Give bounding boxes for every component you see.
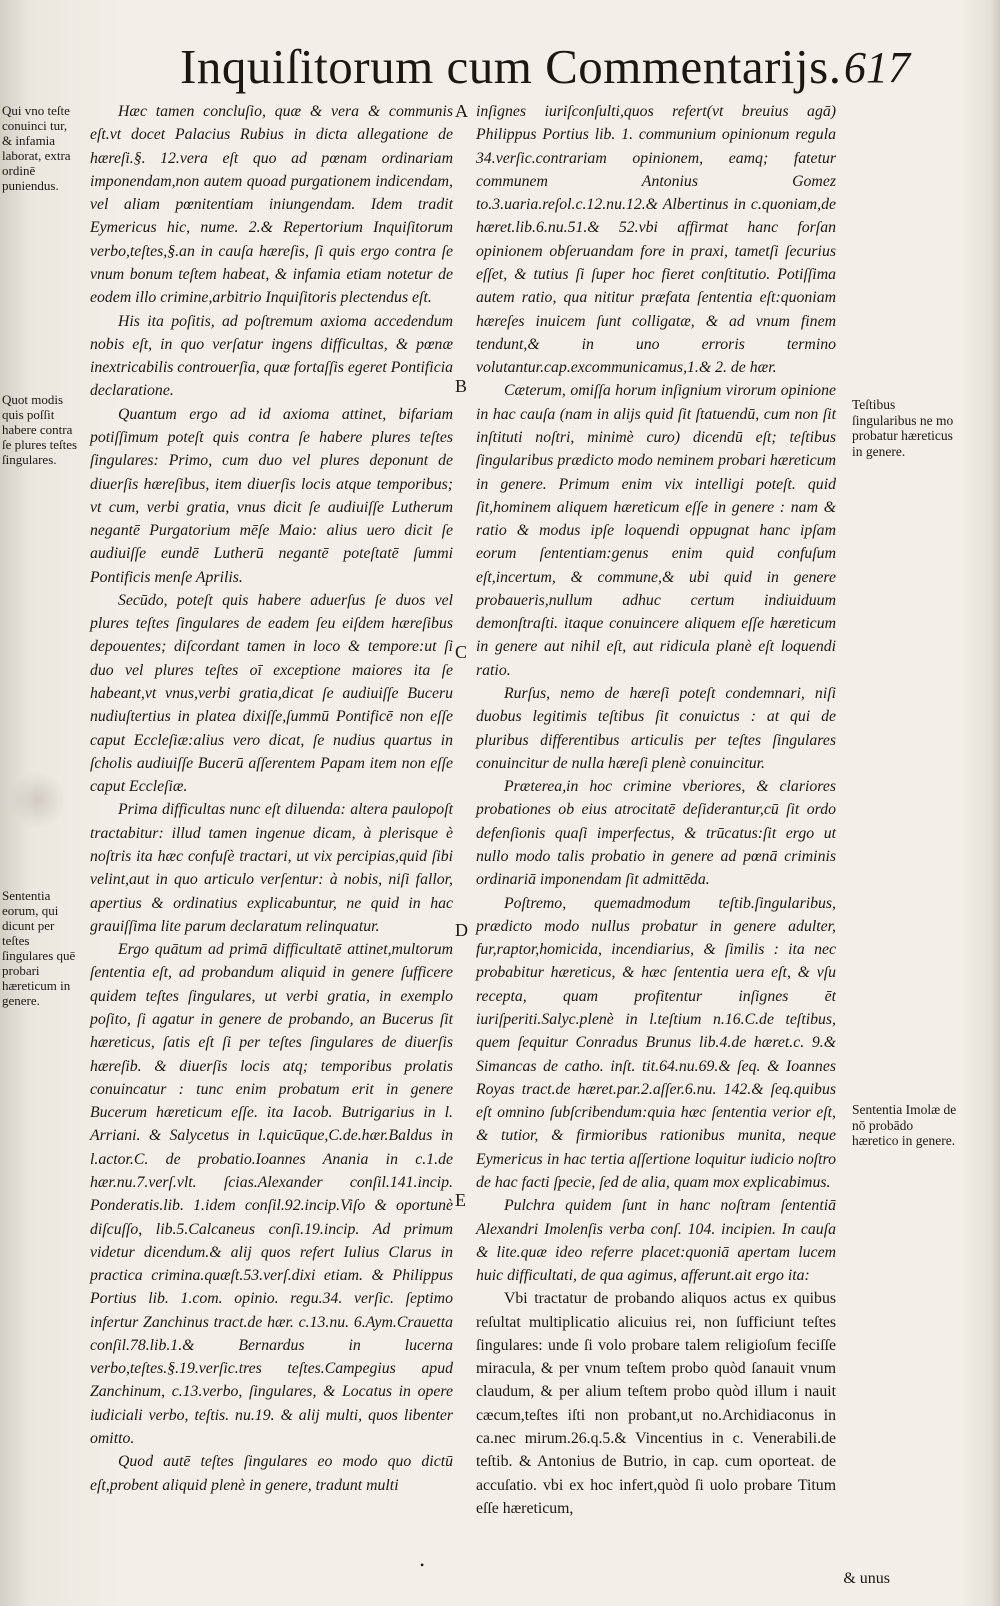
running-title: Inquiſitorum cum Commentarijs. [180, 39, 842, 94]
section-letter: C [455, 642, 468, 662]
paragraph: Secūdo, poteſt quis habere aduerſus ſe duos vel plures teſtes ſingulares de eadem ſeu eiſdem hæreſibus depouentes; diſcordant tamen in loco & tempore:ut ſi duo vel plures teſtes oī exceptione maiores ita ſe habeant,vt vnus,verbi gratia,dicat ſe audiuiſſe Buceru nudiuſtertius in platea dixiſſe,ſummū Pontificē non eſſe caput Eccleſiæ:alius vero dicat, ſe nudius quartus in ſcholis audiuiſſe Bucerū aſſerentem Papam item non eſſe caput Eccleſiæ. [90, 591, 453, 796]
text-column-left [90, 100, 453, 1497]
paragraph: Ergo quātum ad primā difficultatē attinet,multorum ſententia eſt, ad probandum aliquid in genere ſufficere quidem teſtes ſingulares, ut verbi gratia, in exemplo poſito, ſi agatur in genere de probando, an Bucerus ſit hæreticus, ſatis eſt ſi per teſtes ſingulares de diuerſis hæreſib. & diuerſis locis atq; temporibus prolatis conuincatur : tunc enim probatum erit in genere Bucerum hæreticum eſſe. ita Iacob. Butrigarius in l. Arriani. & Salycetus in l.quicūque,C.de.hær.Baldus in l.actor.C. de probatio.Ioannes Anania in c.1.de hær.nu.7.verſ.vlt. ſcias.Alexander conſil.141.incip. Ponderatis.lib. 1.idem conſil.92.incip.Viſo & oportunè diſcuſſo, lib.5.Calcaneus conſi.19.incip. Ad primum videtur dicendum.& alij quos refert Iulius Clarus in practica crimina.quæſt.53.verſ.dixi etiam. & Philippus Portius lib. 1.com. opinio. regu.34. verſic. ſeptimo infertur Zanchinus tract.de hær. c.13.nu. 6.Aym.Crauetta conſil.78.lib.1.& Bernardus in lucerna verbo,teſtes.§.19.verſic.tres teſtes.Campegius apud Zanchinum, c.13.verbo, ſingulares, & Locatus in opere iudiciali verbo, teſtis. nu.19. & alij multi, quos libenter omitto. [90, 941, 453, 1448]
ornament-dot: • [420, 1558, 425, 1572]
quotation-paragraph: Vbi tractatur de probando aliquos actus ex quibus reſultat multiplicatio alicuius rei, non ſufficiunt teſtes ſingulares: unde ſi volo probare talem religioſum feciſſe miracula, & per vnum teſtem probo quòd ſanauit vnum claudum, & per alium teſtem probo quòd illum i nauit cæcum,teſtes iſti non probant,ut no.Archidiaconus in ca.nec mirum.26.q.5.& Vincentius in c. Venerabili.de teſtib. & Antonius de Butrio, in cap. cum oporteat. de accuſatio. vbi ex hoc infert,quòd ſi uolo probare Titum eſſe hæreticum, [476, 1290, 836, 1517]
paragraph: Quantum ergo ad id axioma attinet, bifariam potiſſimum poteſt quis contra ſe habere plures teſtes ſingulares: Primo, cum duo vel plures deponunt de diuerſis hæreſibus, item diuerſis locis atque temporibus; vt cum, verbi gratia, vnus dicit ſe audiuiſſe Lutherum negantē Purgatorium mēſe Maio: alius uero dicit ſe audiuiſſe eundē Lutherū negantē poteſtatē ſummi Pontificis menſe Aprilis. [90, 405, 453, 586]
text-column-right [476, 100, 836, 1520]
paragraph: Hæc tamen concluſio, quæ & vera & communis eſt.vt docet Palacius Rubius in dicta allegatione de hæreſi.§. 12.vera eſt quo ad pœnam ordinariam imponendam,non autem quoad purgationem indicendam, vel aliam pœnitentiam iniungendam. Idem tradit Eymericus hic, nume. 2.& Repertorium Inquiſitorum verbo,teſtes,§.an in cauſa hæreſis, ſi quis ergo contra ſe vnum bonum teſtem habeat, & infamia etiam notetur de eodem illo crimine,arbitrio Inquiſitoris plectendus eſt. [90, 103, 453, 307]
paragraph: inſignes iuriſconſulti,quos refert(vt breuius agā) Philippus Portius lib. 1. communium opinionum regula 34.verſic.contrariam opinionem, eamq; fatetur communem Antonius Gomez to.3.uaria.reſol.c.12.nu.12.& Albertinus in c.quoniam,de hæret.lib.6.nu.51.& 52.vbi affirmat hanc forſan opinionem obſeruandam fore in praxi, tametſi ſecurius eſſet, & tutius ſi ſuper hoc fieret conſtitutio. Potiſſima autem ratio, qua nititur præfata ſententia eſt:quoniam hæreſes inuicem ſunt colligatæ, & ad vnum finem tendunt,& in uno erroris termino volutantur.cap.excommunicamus,1.& 2. de hær. [476, 103, 836, 377]
section-letter: E [455, 1190, 466, 1210]
section-letter: B [455, 376, 468, 396]
paragraph: Præterea,in hoc crimine vberiores, & clariores probationes ob eius atrocitatē deſiderantur,cū ſit ordo defenſionis quaſi imperfectus, & trūcatus:ſit ergo ut nullo modo talis probatio in genere ad pœnā criminis ordinariā imponendam ſit admittēda. [476, 778, 836, 889]
paragraph: His ita poſitis, ad poſtremum axioma accedendum nobis eſt, in quo verſatur ingens difficultas, & pœnæ inextricabilis controuerſia, quæ fortaſſis egeret Pontificia declaratione. [90, 312, 453, 400]
margin-note-left: Sententia eorum, qui dicunt per teſtes ſingulares quē probari hæreticum in genere. [2, 888, 76, 1008]
paragraph: Quod autē teſtes ſingulares eo modo quo dictū eſt,probent aliquid plenè in genere, tradunt multi [90, 1453, 453, 1494]
paragraph: Pulchra quidem ſunt in hanc noſtram ſententiā Alexandri Imolenſis verba conſ. 104. incipien. In cauſa & lite.quæ ideo referre placet:quoniā apertam lucem huic difficultati, de qua agimus, afferunt.ait ergo ita: [476, 1197, 836, 1285]
page-number: 617 [844, 43, 910, 92]
margin-note-left: Quot modis quis poſſit habere contra ſe plures teſtes ſingulares. [2, 392, 78, 467]
margin-note-left: Qui vno teſte conuinci tur, & infamia laborat, extra ordinē puniendus. [2, 103, 71, 193]
paragraph: Cæterum, omiſſa horum inſignium virorum opinione in hac cauſa (nam in alijs quid ſit ſtatuendū, cum non ſit inſtituti noſtri, minimè curo) dicendū eſt; teſtibus ſingularibus prædicto modo neminem probari hæreticum in genere. Primum enim vix intelligi poteſt. quid ſit,hominem aliquem hæreticum eſſe in genere : nam & ratio & modus ipſe loquendi oppugnat hanc ipſam eorum ſententiam:genus enim quid confuſum eſt,incertum, & commune,& ubi quid in genere probaueris,nullum adhuc certum indiuiduum demonſtraſti. itaque conuincere aliquem eſſe hæreticum in genere aut nihil eſt, aut ridicula planè eſt loquendi ratio. [476, 382, 836, 679]
section-letter: A [455, 101, 468, 121]
paragraph: Poſtremo, quemadmodum teſtib.ſingularibus, prædicto modo nullus probatur in genere adulter, fur,raptor,homicida, incendiarius, & ſimilis : ita nec probabitur hæreticus, & hæc ſententia uera eſt, & vſu recepta, quam profitentur inſignes ēt iuriſperiti.Salyc.plenè in l.teſtium n.16.C.de teſtibus, quem ſequitur Conradus Brunus lib.4.de hæret.c. 9.& Simancas de catho. inſt. tit.64.nu.69.& ſeq. & Ioannes Royas tract.de hæret.par.2.aſſer.6.nu. 142.& ſeq.quibus eſt omnino ſubſcribendum:quia hæc ſententia verior eſt, & tutior, & firmioribus rationibus munita, neque Eymericus in hac tertia aſſertione loquitur iudicio noſtro de hac facti ſpecie, ſed de alia, quam mox explicabimus. [476, 894, 836, 1191]
running-header [160, 38, 920, 108]
catchword: & unus [843, 1570, 890, 1587]
page-stain [10, 770, 65, 830]
paragraph: Rurſus, nemo de hæreſi poteſt condemnari, niſi duobus legitimis teſtibus ſit conuictus : at qui de pluribus differentibus articulis per teſtes ſingulares conuincitur de nulla hæreſi plenè conuincitur. [476, 685, 836, 772]
paragraph: Prima difficultas nunc eſt diluenda: altera paulopoſt tractabitur: illud tamen ingenue dicam, à plerisque è noſtris ita hæc confuſè tractari, ut vix percipias,quid ſibi velint,aut in quo articulo verſentur: à nobis, niſi fallor, apertius & ordinatius explicabuntur, ne quid in hac grauiſſima lite parum declaratum relinquatur. [90, 801, 453, 935]
margin-note-right: Teſtibus ſingularibus ne mo probatur hæreticus in genere. [852, 397, 954, 459]
margin-note-right: Sententia Imolæ de nō probādo hæretico in genere. [852, 1102, 957, 1148]
section-letter: D [455, 920, 468, 940]
